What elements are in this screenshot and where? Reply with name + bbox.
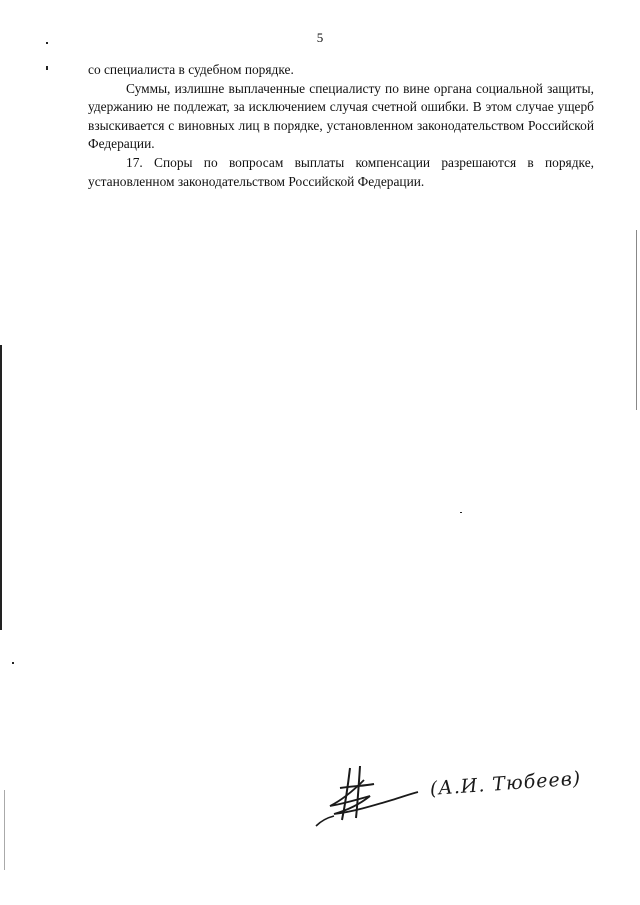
scan-mark [460, 512, 462, 513]
signature-block [312, 760, 602, 840]
page-number: 5 [316, 30, 324, 45]
scan-mark [46, 42, 48, 44]
scan-mark [636, 230, 637, 410]
scan-mark [0, 345, 2, 630]
paragraph-disputes: 17. Споры по вопросам выплаты компенсации разрешаются в порядке, установленном законодательством Российской Федерации. [88, 154, 594, 189]
scan-mark [4, 790, 5, 870]
paragraph-overpayment: Суммы, излишне выплаченные специалисту по вине органа социальной защиты, удержанию не подлежат, за исключением случая счетной ошибки. В этом случае ущерб взыскивается с виновных лиц в порядке, установленном законодательством Российской Федерации. [88, 80, 594, 152]
document-body [88, 61, 594, 191]
scan-mark [46, 66, 48, 70]
signature-name: (А.И. Тюбеев) [429, 767, 582, 800]
scan-mark [12, 662, 14, 664]
signature-scribble-icon [312, 760, 422, 835]
paragraph-continuation: со специалиста в судебном порядке. [88, 62, 294, 77]
